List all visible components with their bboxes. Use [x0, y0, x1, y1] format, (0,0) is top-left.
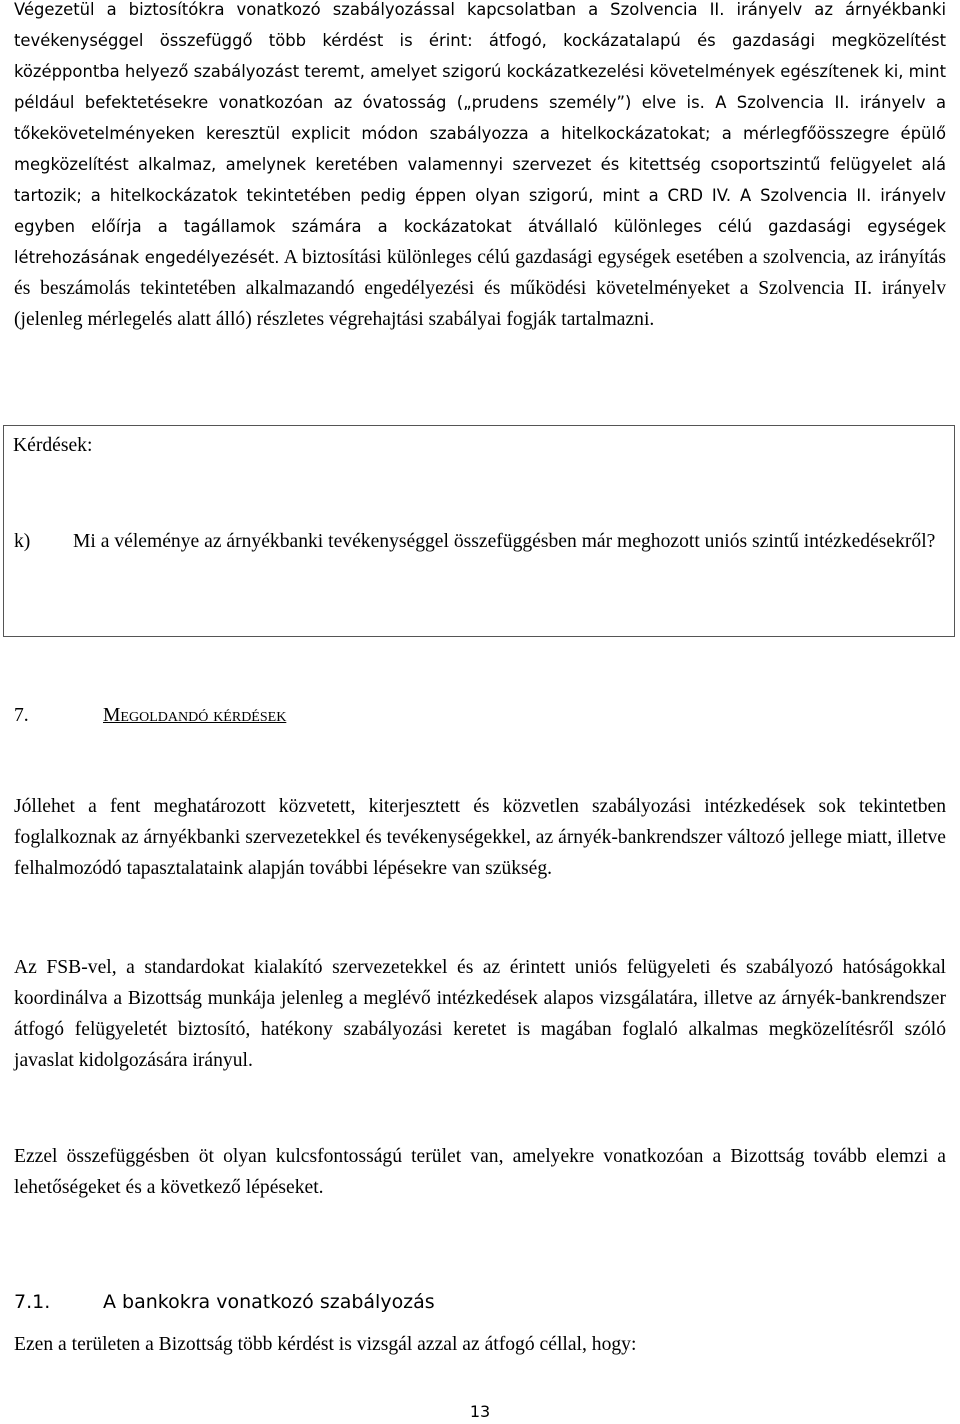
section-7-1-paragraph: Ezen a területen a Bizottság több kérdést is vizsgál azzal az átfogó céllal, hogy:	[14, 1334, 637, 1355]
section-7-paragraph-1: Jóllehet a fent meghatározott közvetett, kiterjesztett és közvetlen szabályozási intézkedések sok tekintetben foglalkoznak az árnyékbanki szervezetekkel és tevékenységekkel, az árnyék-bankrendszer változó jellege miatt, illetve felhalmozódó tapasztalataink alapján további lépésekre van szükség.	[14, 796, 946, 879]
intro-paragraph	[14, 0, 946, 335]
section-7-1-number: 7.1.	[14, 1291, 51, 1313]
questions-box-title: Kérdések:	[13, 435, 93, 456]
section-7-1-title: A bankokra vonatkozó szabályozás	[103, 1291, 435, 1313]
section-7-number: 7.	[14, 705, 29, 726]
intro-paragraph-sans-part: Végezetül a biztosítókra vonatkozó szabályozással kapcsolatban a Szolvencia II. irányelv az árnyékbanki tevékenységgel összefüggő több kérdést is érint: átfogó, kockázatalapú és gazdasági megközelítést középpontba helyező szabályozást teremt, amelyet szigorú kockázatkezelési követelmények egészítenek ki, mint például befektetésekre vonatkozóan az óvatosság („prudens személy”) elve is. A Szolvencia II. irányelv a tőkekövetelményeken keresztül explicit módon szabályozza a hitelkockázatokat; a mérlegfőösszegre épülő megközelítést alkalmaz, amelynek keretében valamennyi szervezet és kitettség csoportszintű felügyelet alá tartozik; a hitelkockázatok tekintetében pedig éppen olyan szigorú, mint a CRD IV. A Szolvencia II. irányelv egyben előírja a tagállamok számára a kockázatokat átvállaló különleges célú gazdasági egységek létrehozásának engedélyezését.	[14, 0, 946, 267]
question-text: Mi a véleménye az árnyékbanki tevékenységgel összefüggésben már meghozott uniós szintű intézkedésekről?	[73, 531, 936, 552]
intro-paragraph-serif-part: A biztosítási különleges célú gazdasági egységek esetében a szolvencia, az irányítás és beszámolás tekintetében alkalmazandó engedélyezési és működési követelményeket a Szolvencia II. irányelv (jelenleg mérlegelés alatt álló) részletes végrehajtási szabályai fogják tartalmazni.	[14, 247, 946, 330]
section-7-paragraph-3: Ezzel összefüggésben öt olyan kulcsfontosságú terület van, amelyekre vonatkozóan a Bizottság tovább elemzi a lehetőségeket és a következő lépéseket.	[14, 1146, 946, 1198]
section-7-title: Megoldandó kérdések	[103, 705, 287, 726]
page-number: 13	[469, 1402, 491, 1421]
section-7-paragraph-2: Az FSB-vel, a standardokat kialakító szervezetekkel és az érintett uniós felügyeleti és szabályozó hatóságokkal koordinálva a Bizottság munkája jelenleg a meglévő intézkedések alapos vizsgálatára, illetve az árnyék-bankrendszer átfogó felügyeletét biztosító, hatékony szabályozási keretet is magában foglaló alkalmas megközelítésről szóló javaslat kidolgozására irányul.	[14, 957, 946, 1071]
question-label: k)	[14, 531, 31, 552]
